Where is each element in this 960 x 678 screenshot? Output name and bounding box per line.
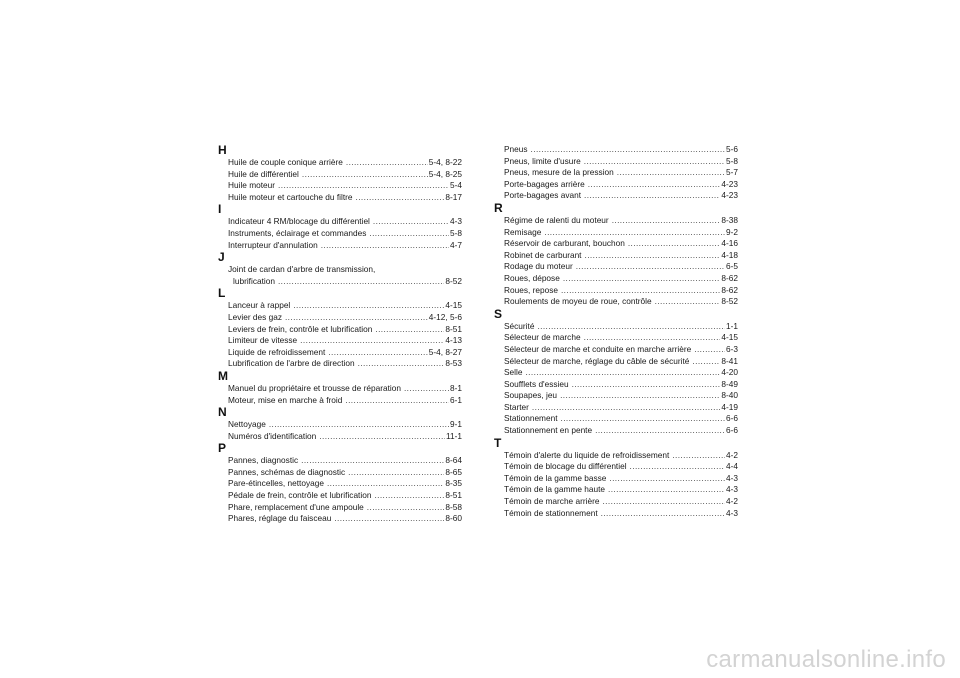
- dot-leader: [563, 273, 721, 285]
- index-entry: [494, 484, 738, 496]
- dot-leader: [537, 321, 725, 333]
- dot-leader: [375, 324, 444, 336]
- dot-leader: [561, 285, 720, 297]
- dot-leader: [532, 402, 720, 414]
- dot-leader: [373, 216, 449, 228]
- section-letter: S: [494, 306, 503, 321]
- dot-leader: [560, 390, 720, 402]
- dot-leader: [356, 192, 445, 204]
- page-reference: 9-2: [726, 226, 738, 237]
- entry-text: Levier des gaz: [228, 311, 282, 322]
- entry-text: Témoin de blocage du différentiel: [504, 461, 627, 472]
- index-entry: [218, 419, 462, 431]
- entry-text: Lanceur à rappel: [228, 300, 291, 311]
- dot-leader: [319, 431, 445, 443]
- watermark: carmanualsonline.info: [706, 646, 946, 673]
- dot-leader: [348, 467, 444, 479]
- index-entry: [494, 413, 738, 425]
- page-reference: 4-3: [726, 484, 738, 495]
- index-entry: [218, 228, 462, 240]
- page-reference: 8-38: [721, 214, 738, 225]
- index-entry: [218, 324, 462, 336]
- entry-text: Stationnement: [504, 413, 558, 424]
- page-reference: 8-51: [445, 323, 462, 334]
- dot-leader: [334, 513, 444, 525]
- dot-leader: [302, 169, 428, 181]
- dot-leader: [694, 344, 725, 356]
- index-entry: [494, 321, 738, 333]
- entry-text: Roues, repose: [504, 284, 558, 295]
- page-reference: 4-3: [726, 472, 738, 483]
- dot-leader: [609, 473, 725, 485]
- page-reference: 4-4: [726, 461, 738, 472]
- entry-text: Témoin de la gamme basse: [504, 472, 607, 483]
- page-reference: 5-4, 8-25: [428, 168, 462, 179]
- entry-text: Rodage du moteur: [504, 261, 573, 272]
- section-letter: H: [218, 143, 227, 157]
- index-entry: [494, 156, 738, 168]
- index-entry: [218, 347, 462, 359]
- index-entry: [494, 144, 738, 156]
- page-reference: 4-18: [721, 249, 738, 260]
- page-reference: 4-15: [445, 300, 462, 311]
- dot-leader: [327, 478, 444, 490]
- entry-text: Indicateur 4 RM/blocage du différentiel: [228, 216, 370, 227]
- entry-text: Robinet de carburant: [504, 249, 582, 260]
- dot-leader: [374, 490, 444, 502]
- entry-text: Phare, remplacement d'une ampoule: [228, 501, 364, 512]
- dot-leader: [367, 502, 445, 514]
- index-entry: [494, 379, 738, 391]
- page-reference: 6-6: [726, 425, 738, 436]
- index-entry: [494, 425, 738, 437]
- entry-text: Phares, réglage du faisceau: [228, 513, 332, 524]
- index-entry: [218, 216, 462, 228]
- index-entry: [494, 285, 738, 297]
- entry-text: Pédale de frein, contrôle et lubrification: [228, 490, 372, 501]
- index-entry: [494, 179, 738, 191]
- index-section: [218, 144, 462, 203]
- entry-text: Huile de différentiel: [228, 168, 299, 179]
- index-entry: [218, 395, 462, 407]
- index-entry: [218, 502, 462, 514]
- dot-leader: [531, 144, 725, 156]
- index-entry: [218, 300, 462, 312]
- index-entry: [494, 356, 738, 368]
- entry-text: Joint de cardan d'arbre de transmission,: [228, 264, 376, 275]
- index-section: [218, 251, 462, 287]
- page-reference: 6-1: [450, 394, 462, 405]
- dot-leader: [525, 367, 720, 379]
- index-entry: [218, 276, 462, 288]
- dot-leader: [346, 157, 428, 169]
- entry-text: Selle: [504, 367, 523, 378]
- entry-text: Huile moteur et cartouche du filtre: [228, 191, 353, 202]
- entry-text: Numéros d'identification: [228, 430, 317, 441]
- index-entry: [218, 513, 462, 525]
- entry-text: Sélecteur de marche et conduite en marche arrière: [504, 343, 692, 354]
- entry-text: Témoin de marche arrière: [504, 496, 600, 507]
- section-letter: J: [218, 250, 225, 265]
- entry-text: Pneus, mesure de la pression: [504, 167, 614, 178]
- page-reference: 8-35: [445, 478, 462, 489]
- entry-text: Pare-étincelles, nettoyage: [228, 478, 324, 489]
- page-reference: 4-2: [726, 496, 738, 507]
- dot-leader: [588, 179, 721, 191]
- dot-leader: [404, 383, 449, 395]
- dot-leader: [300, 335, 444, 347]
- section-letter: N: [218, 405, 227, 420]
- entry-text: Témoin d'alerte du liquide de refroidissement: [504, 449, 670, 460]
- index-section: [494, 308, 738, 437]
- entry-text: Soupapes, jeu: [504, 390, 558, 401]
- page-reference: 4-23: [721, 178, 738, 189]
- index-entry: [218, 192, 462, 204]
- page-reference: 9-1: [450, 419, 462, 430]
- index-section: [218, 406, 462, 442]
- index-entry: [494, 461, 738, 473]
- index-entry: [218, 490, 462, 502]
- dot-leader: [321, 240, 449, 252]
- page-reference: 8-64: [445, 455, 462, 466]
- entry-text: Huile moteur: [228, 180, 276, 191]
- entry-text: Régime de ralenti du moteur: [504, 214, 609, 225]
- index-entry: [218, 335, 462, 347]
- entry-text: lubrification: [233, 275, 275, 286]
- page-reference: 4-15: [721, 332, 738, 343]
- index-section: [494, 437, 738, 520]
- index-entry: [494, 344, 738, 356]
- page-reference: 5-7: [726, 167, 738, 178]
- index-entry: [494, 332, 738, 344]
- dot-leader: [576, 261, 725, 273]
- dot-leader: [328, 347, 427, 359]
- index-entry: [218, 264, 462, 276]
- page-reference: 4-3: [726, 507, 738, 518]
- dot-leader: [617, 167, 725, 179]
- entry-text: Moteur, mise en marche à froid: [228, 394, 343, 405]
- entry-text: Porte-bagages avant: [504, 190, 582, 201]
- page-reference: 8-62: [721, 284, 738, 295]
- dot-leader: [584, 332, 721, 344]
- page-reference: 8-58: [445, 501, 462, 512]
- index-entry: [494, 238, 738, 250]
- section-letter: L: [218, 286, 226, 301]
- page-reference: 8-62: [721, 272, 738, 283]
- entry-text: Soufflets d'essieu: [504, 378, 569, 389]
- dot-leader: [358, 358, 445, 370]
- entry-text: Leviers de frein, contrôle et lubrification: [228, 323, 373, 334]
- entry-text: Pneus, limite d'usure: [504, 155, 581, 166]
- index-column-right: [494, 144, 738, 519]
- dot-leader: [269, 419, 449, 431]
- index-entry: [494, 496, 738, 508]
- entry-text: Pannes, schémas de diagnostic: [228, 466, 346, 477]
- page-reference: 11-1: [446, 430, 462, 441]
- page-reference: 8-52: [721, 296, 738, 307]
- dot-leader: [301, 455, 444, 467]
- entry-text: Lubrification de l'arbre de direction: [228, 358, 355, 369]
- section-letter: T: [494, 435, 502, 450]
- entry-text: Stationnement en pente: [504, 425, 593, 436]
- entry-text: Porte-bagages arrière: [504, 178, 585, 189]
- entry-text: Roulements de moyeu de roue, contrôle: [504, 296, 652, 307]
- index-entry: [494, 473, 738, 485]
- page-reference: 4-3: [450, 216, 462, 227]
- index-entry: [494, 273, 738, 285]
- dot-leader: [278, 276, 444, 288]
- index-entry: [218, 467, 462, 479]
- entry-text: Roues, dépose: [504, 272, 560, 283]
- page-reference: 8-41: [721, 355, 738, 366]
- entry-text: Sélecteur de marche: [504, 332, 581, 343]
- index-column-left: [218, 144, 462, 525]
- page-reference: 1-1: [726, 320, 738, 331]
- dot-leader: [544, 227, 725, 239]
- index-entry: [494, 190, 738, 202]
- page-reference: 8-65: [445, 466, 462, 477]
- index-entry: [218, 383, 462, 395]
- index-entry: [218, 431, 462, 443]
- dot-leader: [293, 300, 444, 312]
- dot-leader: [672, 450, 725, 462]
- page-reference: 4-12, 5-6: [428, 311, 462, 322]
- page-reference: 5-4: [450, 180, 462, 191]
- dot-leader: [628, 238, 721, 250]
- dot-leader: [612, 215, 721, 227]
- index-section: [494, 202, 738, 308]
- page-reference: 5-4, 8-27: [428, 346, 462, 357]
- dot-leader: [572, 379, 721, 391]
- entry-text: Sélecteur de marche, réglage du câble de sécurité: [504, 355, 690, 366]
- page-reference: 4-13: [445, 335, 462, 346]
- dot-leader: [584, 190, 720, 202]
- index-entry: [218, 169, 462, 181]
- dot-leader: [608, 484, 725, 496]
- section-letter: R: [494, 200, 503, 215]
- page-reference: 5-6: [726, 144, 738, 154]
- dot-leader: [630, 461, 725, 473]
- index-entry: [494, 390, 738, 402]
- index-entry: [494, 261, 738, 273]
- index-entry: [494, 296, 738, 308]
- entry-text: Pneus: [504, 144, 528, 154]
- index-entry: [218, 312, 462, 324]
- entry-text: Remisage: [504, 226, 542, 237]
- entry-text: Sécurité: [504, 320, 535, 331]
- entry-text: Instruments, éclairage et commandes: [228, 227, 367, 238]
- index-entry: [494, 167, 738, 179]
- page-reference: 5-4, 8-22: [428, 157, 462, 167]
- section-letter: M: [218, 368, 228, 383]
- page-reference: 8-49: [721, 378, 738, 389]
- page-reference: 8-40: [721, 390, 738, 401]
- index-section: [218, 370, 462, 406]
- index-entry: [494, 402, 738, 414]
- page-reference: 4-2: [726, 449, 738, 460]
- page-reference: 8-51: [445, 490, 462, 501]
- page-reference: 4-23: [721, 190, 738, 201]
- entry-text: Témoin de la gamme haute: [504, 484, 606, 495]
- dot-leader: [278, 180, 449, 192]
- index-entry: [218, 455, 462, 467]
- dot-leader: [285, 312, 428, 324]
- index-entry: [218, 180, 462, 192]
- dot-leader: [601, 508, 725, 520]
- dot-leader: [692, 356, 720, 368]
- index-entry: [494, 508, 738, 520]
- entry-text: Interrupteur d'annulation: [228, 239, 318, 250]
- index-entry: [494, 367, 738, 379]
- index-entry: [494, 450, 738, 462]
- entry-text: Manuel du propriétaire et trousse de réparation: [228, 382, 401, 393]
- page-reference: 5-8: [450, 227, 462, 238]
- dot-leader: [345, 395, 449, 407]
- index-section: [218, 287, 462, 370]
- entry-text: Limiteur de vitesse: [228, 335, 298, 346]
- index-entry: [218, 157, 462, 169]
- entry-text: Huile de couple conique arrière: [228, 157, 343, 167]
- page-reference: 4-20: [721, 367, 738, 378]
- index-section: [218, 203, 462, 251]
- index-entry: [494, 250, 738, 262]
- page-reference: 4-7: [450, 239, 462, 250]
- page-reference: 4-16: [721, 238, 738, 249]
- entry-text: Réservoir de carburant, bouchon: [504, 238, 625, 249]
- page-reference: 8-52: [445, 275, 462, 286]
- page-reference: 6-6: [726, 413, 738, 424]
- page-reference: 8-60: [445, 513, 462, 524]
- index-entry: [494, 215, 738, 227]
- index-section: [494, 144, 738, 202]
- page-reference: 8-1: [450, 382, 462, 393]
- page-reference: 6-3: [726, 343, 738, 354]
- dot-leader: [585, 250, 721, 262]
- section-letter: I: [218, 202, 222, 217]
- dot-leader: [561, 413, 725, 425]
- dot-leader: [369, 228, 449, 240]
- entry-text: Témoin de stationnement: [504, 507, 598, 518]
- index-entry: [494, 227, 738, 239]
- page-reference: 8-17: [445, 191, 462, 202]
- dot-leader: [584, 156, 725, 168]
- index-entry: [218, 478, 462, 490]
- page-reference: 4-19: [721, 401, 738, 412]
- index-entry: [218, 240, 462, 252]
- dot-leader: [602, 496, 725, 508]
- page-reference: 8-53: [445, 358, 462, 369]
- section-letter: P: [218, 441, 227, 456]
- entry-text: Pannes, diagnostic: [228, 455, 299, 466]
- entry-text: Nettoyage: [228, 419, 266, 430]
- index-section: [218, 442, 462, 525]
- page-reference: 6-5: [726, 261, 738, 272]
- index-entry: [218, 358, 462, 370]
- dot-leader: [655, 296, 721, 308]
- page-reference: 5-8: [726, 155, 738, 166]
- entry-text: Starter: [504, 401, 529, 412]
- entry-text: Liquide de refroidissement: [228, 346, 326, 357]
- dot-leader: [595, 425, 725, 437]
